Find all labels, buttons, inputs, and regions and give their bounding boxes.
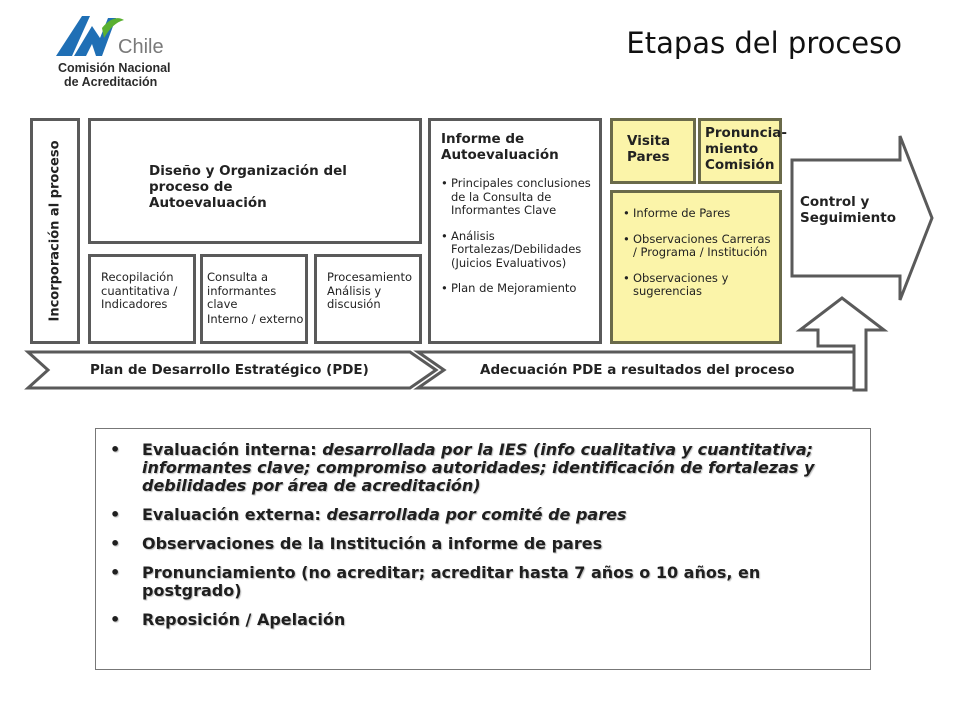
consulta-sub: Interno / externo [207,312,304,326]
summary-item: • Observaciones de la Institución a informe de pares [110,534,603,553]
pares-item: • Observaciones Carreras / Programa / Institución [623,233,775,260]
informe-item: • Principales conclusiones de la Consulta de Informantes Clave [441,177,591,218]
summary-list [106,441,856,629]
pde-label: Plan de Desarrollo Estratégico (PDE) [90,362,369,378]
informe-item: • Análisis Fortalezas/Debilidades (Juicios Evaluativos) [441,230,591,271]
summary-item: • Evaluación externa: desarrollada por comité de pares [110,505,627,524]
visita-label: Visita Pares [627,133,671,165]
logo-line2: de Acreditación [64,75,158,89]
incorporacion-label: Incorporación al proceso [47,140,63,322]
adecuacion-label: Adecuación PDE a resultados del proceso [480,362,795,378]
summary-item: • Evaluación interna: desarrollada por la IES (info cualitativa y cuantitativa; informantes clave; compromiso autoridades; identificación de fortalezas y debilidades por área de acreditación) [110,440,815,495]
pares-item: • Informe de Pares [623,207,775,221]
recopilacion-label: Recopilación cuantitativa / Indicadores [101,270,178,311]
summary-item: • Pronunciamiento (no acreditar; acreditar hasta 7 años o 10 años, en postgrado) [110,563,761,600]
diseno-label: Diseño y Organización del proceso de Autoevaluación [149,163,347,211]
logo-line1: Comisión Nacional [58,61,171,75]
informe-title: Informe de Autoevaluación [441,131,559,163]
consulta-label: Consulta a informantes clave [207,270,277,311]
informe-item: • Plan de Mejoramiento [441,282,591,296]
summary-list-box [95,428,871,670]
procesamiento-label: Procesamiento Análisis y discusión [327,270,412,311]
page-title: Etapas del proceso [626,26,902,60]
control-label: Control y Seguimiento [800,194,896,226]
summary-item: • Reposición / Apelación [110,610,346,629]
pronunciamiento-label: Pronuncia-miento Comisión [705,125,788,173]
logo-country: Chile [118,36,164,58]
pares-item: • Observaciones y sugerencias [623,272,775,299]
